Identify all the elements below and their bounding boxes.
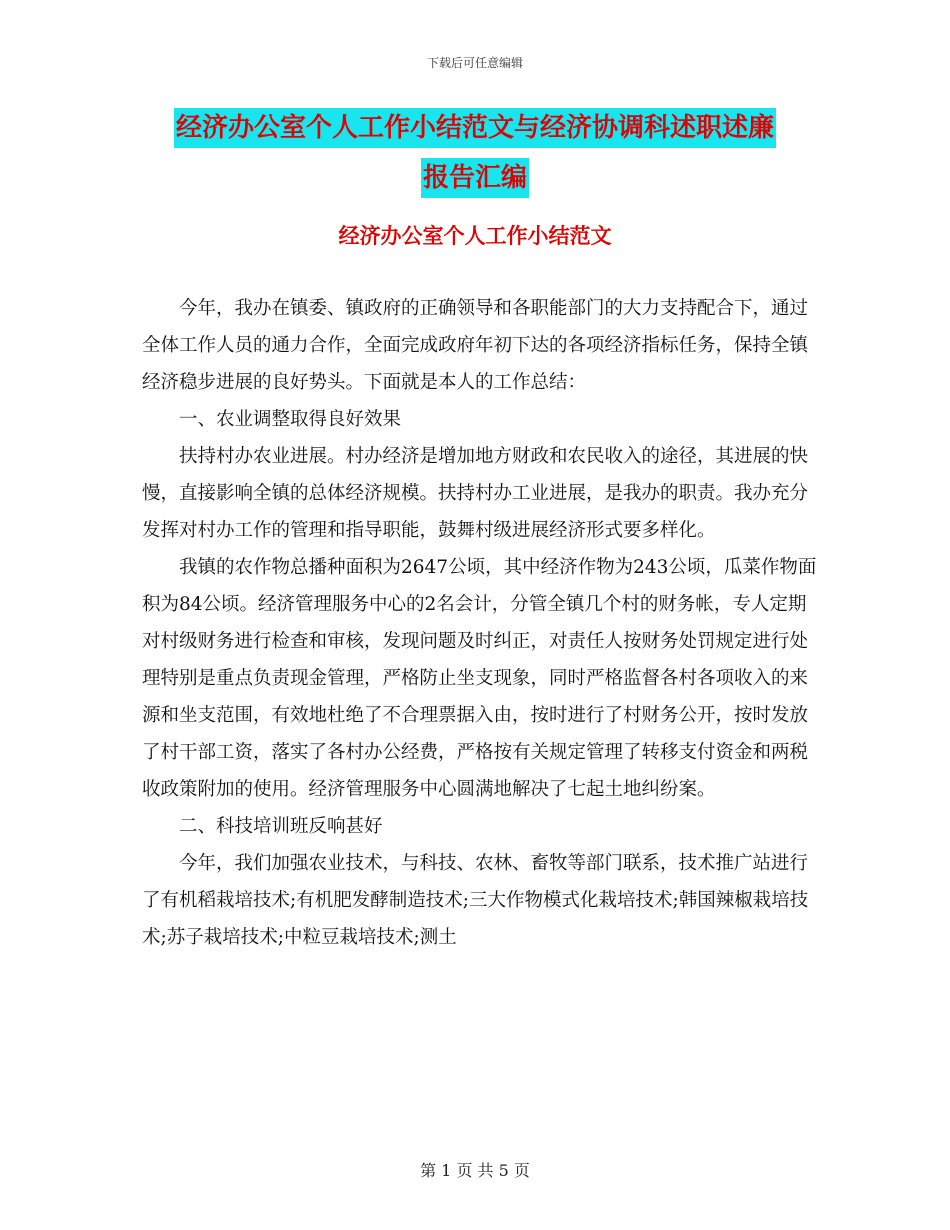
title-line-1: 经济办公室个人工作小结范文与经济协调科述职述廉	[174, 108, 776, 148]
header-note: 下载后可任意编辑	[426, 56, 523, 70]
title-line-2: 报告汇编	[421, 158, 529, 198]
paragraph: 我镇的农作物总播种面积为2647公顷，其中经济作物为243公顷，瓜菜作物面积为84公顷。经济管理服务中心的2名会计，分管全镇几个村的财务帐，专人定期对村级财务进行检查和审核，发现问题及时纠正，对责任人按财务处罚规定进行处理特别是重点负责现金管理，严格防止坐支现象，同时严格监督各村各项收入的来源和坐支范围，有效地杜绝了不合理票据入由，按时进行了村财务公开，按时发放了村干部工资，落实了各村办公经费，严格按有关规定管理了转移支付资金和两税收政策附加的使用。经济管理服务中心圆满地解决了七起土地纠纷案。	[142, 557, 817, 800]
paragraph: 扶持村办农业进展。村办经济是增加地方财政和农民收入的途径，其进展的快慢，直接影响全镇的总体经济规模。扶持村办工业进展，是我办的职责。我办充分发挥对村办工作的管理和指导职能，鼓舞村级进展经济形式要多样化。	[142, 446, 809, 541]
paragraph: 今年，我办在镇委、镇政府的正确领导和各职能部门的大力支持配合下，通过全体工作人员的通力合作，全面完成政府年初下达的各项经济指标任务，保持全镇经济稳步进展的良好势头。下面就是本人的工作总结：	[142, 298, 809, 393]
paragraph: 今年，我们加强农业技术，与科技、农林、畜牧等部门联系，技术推广站进行了有机稻栽培技术;有机肥发酵制造技术;三大作物模式化栽培技术;韩国辣椒栽培技术;苏子栽培技术;中粒豆栽培技术;测土	[142, 853, 809, 948]
section-subtitle: 经济办公室个人工作小结范文	[338, 223, 612, 248]
body-text	[142, 290, 822, 956]
document-title	[140, 108, 810, 208]
page-footer: 第 1 页 共 5 页	[420, 1161, 530, 1180]
section-heading: 二、科技培训班反响甚好	[179, 816, 383, 837]
section-heading: 一、农业调整取得良好效果	[179, 409, 402, 430]
